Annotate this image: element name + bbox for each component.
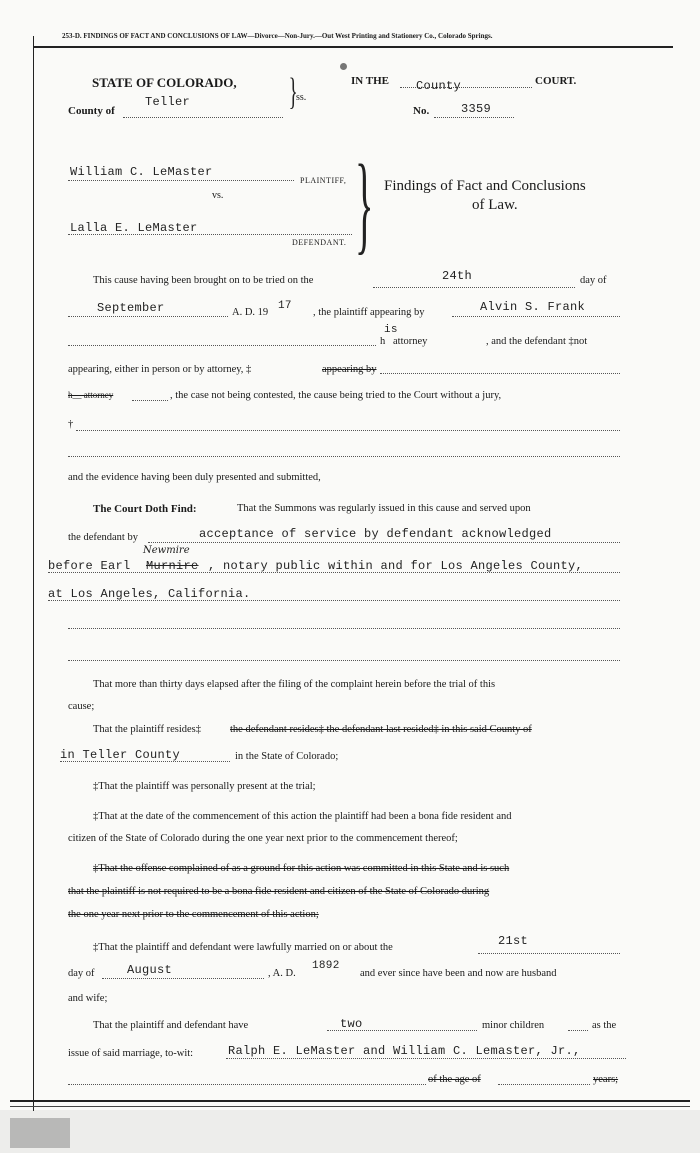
p8-children-line [568, 1030, 588, 1031]
p3-resides: That the plaintiff resides‡ [93, 724, 201, 735]
plaintiff-label: PLAINTIFF, [300, 176, 347, 185]
p8-children: minor children [482, 1020, 545, 1031]
p8-issue: issue of said marriage, to-wit: [68, 1048, 194, 1059]
in-the-label: IN THE [351, 75, 390, 87]
county-line [123, 117, 283, 118]
p7-married: ‡That the plaintiff and defendant were lawfully married on or about the [93, 942, 393, 953]
p8-years: years; [593, 1074, 619, 1085]
plaintiff-line [68, 180, 294, 181]
p1-blank-line2 [68, 456, 620, 457]
p8-names-line [226, 1058, 626, 1059]
p1-month: September [97, 301, 165, 315]
header-rule [33, 46, 673, 48]
p1-attorney: Alvin S. Frank [480, 300, 586, 314]
p7-ad: , A. D. [268, 968, 296, 979]
court-value: County [416, 79, 462, 93]
title-line2: of Law. [472, 197, 518, 213]
p7-month-line [102, 978, 264, 979]
p7-day: 21st [498, 934, 529, 948]
p1-h: h [380, 336, 386, 347]
ink-dot [340, 63, 347, 70]
find-text: That the Summons was regularly issued in this cause and served upon [237, 503, 531, 514]
p8-age-line2 [498, 1084, 590, 1085]
p1-defendant-not: , and the defendant ‡not [486, 336, 588, 347]
blank-rule-1 [68, 628, 620, 629]
p7-month: August [127, 963, 173, 977]
p1-intro: This cause having been brought on to be tried on the [93, 275, 314, 286]
county-value: Teller [145, 95, 191, 109]
left-border [33, 36, 34, 1111]
p3-county-line [60, 761, 230, 762]
court-label: COURT. [535, 75, 577, 87]
p8-children-names: Ralph E. LeMaster and William C. Lemaster, Jr., [228, 1044, 581, 1058]
p1-attorney-line [452, 316, 620, 317]
p1-year: 17 [278, 300, 292, 312]
vs-label: vs. [212, 190, 224, 201]
p6-line3: the one year next prior to the commencement of this action; [68, 909, 319, 920]
p1-line3-blank [380, 373, 620, 374]
p1-dayof: day of [580, 275, 607, 286]
p3-struck: the defendant resides‡ the defendant last resided‡ in this said County of [230, 724, 532, 735]
p8-intro: That the plaintiff and defendant have [93, 1020, 249, 1031]
bottom-rule [10, 1100, 690, 1102]
p1-struck-appearing: appearing by [322, 364, 377, 375]
bottom-rule-thin [10, 1106, 690, 1107]
p7-day-line [478, 953, 620, 954]
p7-dayof: day of [68, 968, 95, 979]
p1-appearing: , the plaintiff appearing by [313, 307, 425, 318]
p1-day-line [373, 287, 575, 288]
p1-struck-attorney: h__ attorney [68, 390, 114, 400]
p1-dagger-line [76, 430, 620, 431]
p7-wife: and wife; [68, 993, 108, 1004]
def-by-label: the defendant by [68, 532, 138, 543]
p2-line1: That more than thirty days elapsed after the filing of the complaint herein before the trial of this [93, 679, 496, 690]
p8-as-the: as the [592, 1020, 617, 1031]
p1-line3: appearing, either in person or by attorney, ‡ [68, 364, 252, 375]
p1-line4: , the case not being contested, the cause being tried to the Court without a jury, [170, 390, 502, 401]
p7-year: 1892 [312, 960, 340, 972]
no-value: 3359 [461, 102, 492, 116]
defendant-label: DEFENDANT. [292, 238, 347, 247]
p1-day: 24th [442, 269, 473, 283]
scan-smudge-left [10, 1118, 70, 1148]
service-line3-rule [48, 600, 620, 601]
party-brace: } [355, 142, 374, 264]
find-label: The Court Doth Find: [93, 503, 197, 515]
p5-line1: ‡That at the date of the commencement of this action the plaintiff had been a bona fide resident and [93, 811, 512, 822]
plaintiff-name: William C. LeMaster [70, 165, 213, 179]
p1-his: is [384, 324, 398, 336]
ss-label: ss. [296, 92, 307, 103]
service-before: before Earl [48, 559, 131, 573]
p8-num: two [340, 1017, 363, 1031]
no-label: No. [413, 105, 430, 117]
service-line2-rule [48, 572, 620, 573]
p2-line2: cause; [68, 701, 95, 712]
p1-attorney-label: attorney [393, 336, 428, 347]
p7-rest: and ever since have been and now are husband [360, 968, 557, 979]
service-inserted-name: Newmire [143, 545, 190, 556]
p1-line4-blank [132, 400, 168, 401]
p3-state: in the State of Colorado; [235, 751, 339, 762]
no-line [434, 117, 514, 118]
p3-county: in Teller County [60, 748, 181, 762]
title-line1: Findings of Fact and Conclusions [384, 178, 586, 194]
service-line3: at Los Angeles, California. [48, 587, 251, 601]
state-label: STATE OF COLORADO, [92, 75, 237, 90]
defendant-name: Lalla E. LeMaster [70, 221, 198, 235]
p1-ad: A. D. 19 [232, 307, 269, 318]
p8-age: of the age of [428, 1074, 481, 1085]
ss-brace: } [288, 71, 298, 113]
form-header: 253-D. FINDINGS OF FACT AND CONCLUSIONS OF LAW—Divorce—Non-Jury.—Out West Printing and Stationery Co., Colorado Springs. [62, 32, 493, 40]
service-line1: acceptance of service by defendant acknowledged [199, 527, 552, 541]
p1-month-line [68, 316, 228, 317]
service-notary: , notary public within and for Los Angeles County, [208, 559, 584, 573]
p1-line6: and the evidence having been duly presented and submitted, [68, 472, 321, 483]
scan-shadow [0, 1110, 700, 1153]
p6-line1: ‡That the offense complained of as a ground for this action was committed in this State and is such [93, 863, 510, 874]
service-struck-name: Murnire [146, 559, 199, 573]
p4-present: ‡That the plaintiff was personally present at the trial; [93, 781, 316, 792]
p5-line2: citizen of the State of Colorado during the one year next prior to the commencement thereof; [68, 833, 458, 844]
defendant-line [68, 234, 352, 235]
p6-line2: that the plaintiff is not required to be a bona fide resident and citizen of the State of Colorado during [68, 886, 490, 897]
def-by-line [148, 542, 620, 543]
blank-rule-2 [68, 660, 620, 661]
p1-blank-line [68, 345, 376, 346]
p1-dagger: † [68, 419, 74, 430]
p8-age-line1 [68, 1084, 426, 1085]
county-label: County of [68, 105, 115, 117]
